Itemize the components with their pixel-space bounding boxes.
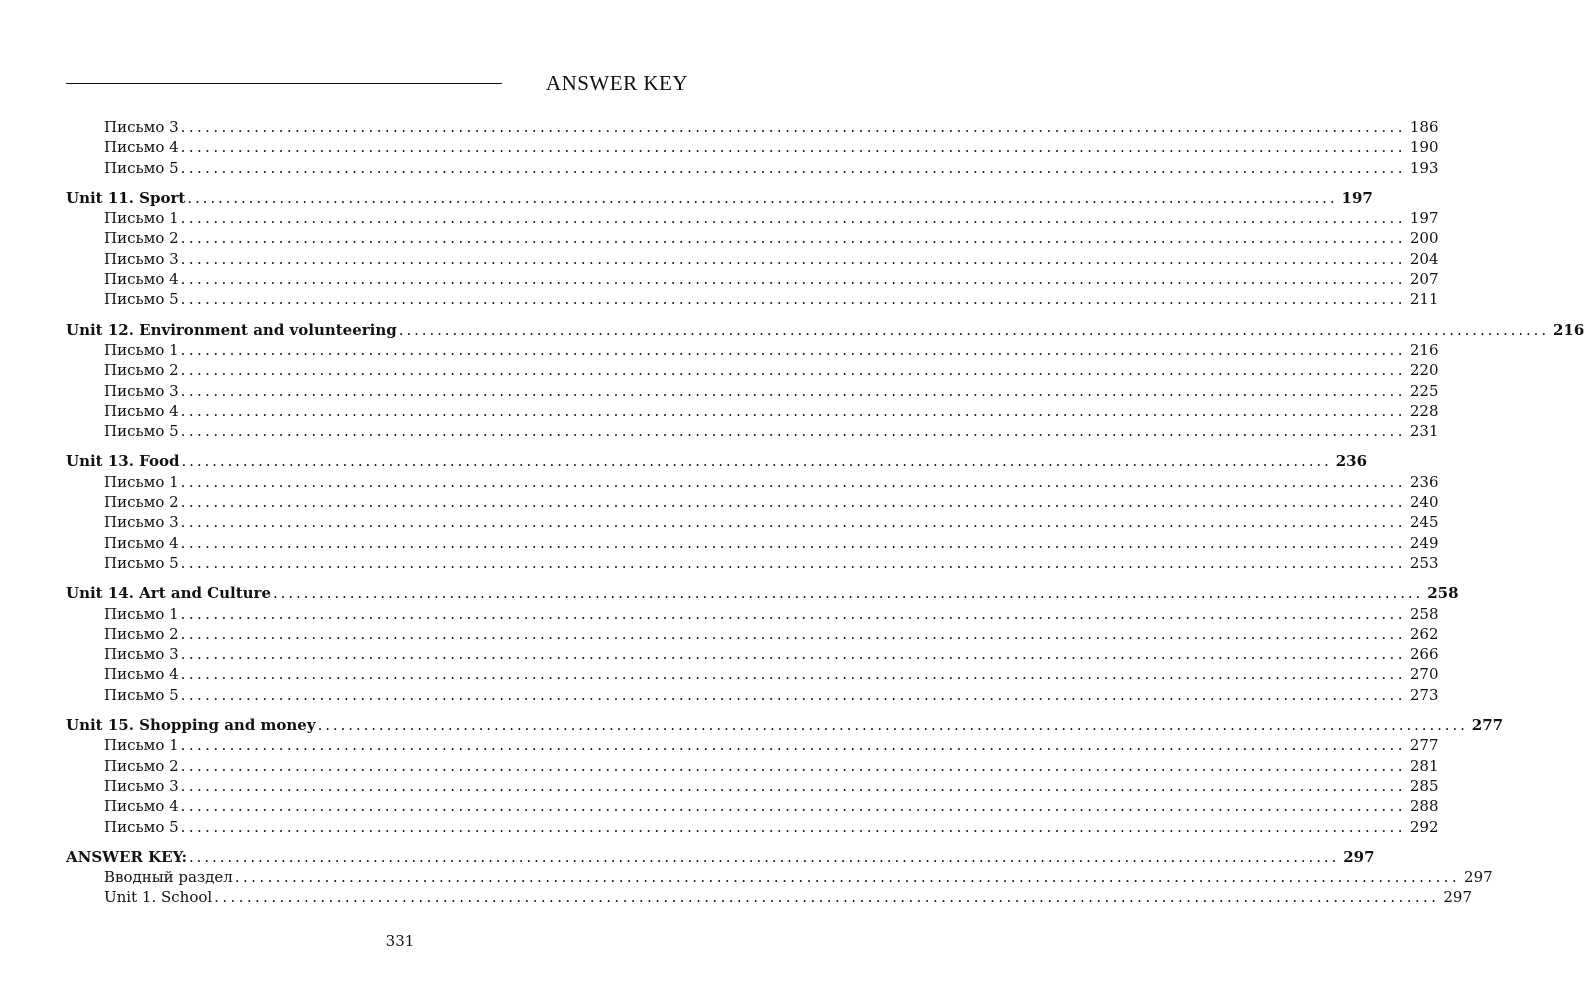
- toc-entry-page: 285: [1409, 776, 1439, 795]
- toc-entry[interactable]: [66, 492, 1439, 512]
- toc-unit-title: Unit 14. Art and Culture: [66, 584, 272, 603]
- toc-unit-title: Unit 11. Sport: [66, 188, 186, 207]
- toc-entry[interactable]: [66, 228, 1439, 248]
- toc-entry-page: 211: [1409, 290, 1439, 309]
- toc-entry[interactable]: [66, 401, 1439, 421]
- dot-leader: ......................................................................................................................................................: [180, 340, 1406, 359]
- dot-leader: ......................................................................................................................................................: [180, 604, 1406, 623]
- toc-entry-title: Письмо 2: [104, 756, 179, 775]
- toc-entry-page: 245: [1409, 513, 1439, 532]
- toc-entry-page: 273: [1409, 685, 1439, 704]
- dot-leader: ......................................................................................................................................................: [181, 452, 1332, 471]
- dot-leader: ......................................................................................................................................................: [180, 270, 1406, 289]
- toc-unit-title: ANSWER KEY:: [66, 847, 188, 866]
- dot-leader: ......................................................................................................................................................: [180, 685, 1406, 704]
- dot-leader: ......................................................................................................................................................: [180, 736, 1406, 755]
- toc-unit-heading[interactable]: [66, 451, 1368, 471]
- dot-leader: ......................................................................................................................................................: [273, 584, 1424, 603]
- dot-leader: ......................................................................................................................................................: [180, 118, 1406, 136]
- toc-entry-title: Письмо 2: [104, 624, 179, 643]
- toc-entry[interactable]: [66, 533, 1439, 553]
- toc-entry-page: 277: [1409, 736, 1439, 755]
- toc-entry[interactable]: [66, 887, 1473, 907]
- toc-unit-heading[interactable]: [66, 188, 1373, 208]
- toc-entry-title: Письмо 5: [104, 553, 179, 572]
- toc-entry-title: Unit 1. School: [104, 888, 213, 907]
- dot-leader: ......................................................................................................................................................: [234, 868, 1461, 887]
- toc-entry-page: 225: [1409, 381, 1439, 400]
- dot-leader: ......................................................................................................................................................: [180, 290, 1406, 309]
- dot-leader: ......................................................................................................................................................: [180, 797, 1406, 816]
- toc-entry-page: 220: [1409, 361, 1439, 380]
- toc-entry-page: 249: [1409, 533, 1439, 552]
- dot-leader: ......................................................................................................................................................: [180, 361, 1406, 380]
- toc-unit-heading[interactable]: [66, 583, 1459, 603]
- toc-entry-page: 231: [1409, 422, 1439, 441]
- toc-entry[interactable]: [66, 553, 1439, 573]
- toc-entry-title: Письмо 5: [104, 158, 179, 177]
- toc-entry[interactable]: [66, 664, 1439, 684]
- toc-unit-heading[interactable]: [66, 320, 1584, 340]
- running-header: [66, 68, 688, 96]
- toc-unit-page: 236: [1335, 452, 1368, 471]
- dot-leader: ......................................................................................................................................................: [180, 553, 1406, 572]
- dot-leader: ......................................................................................................................................................: [180, 645, 1406, 664]
- toc-entry-title: Письмо 4: [104, 270, 179, 289]
- dot-leader: ......................................................................................................................................................: [187, 188, 1338, 207]
- dot-leader: ......................................................................................................................................................: [180, 381, 1406, 400]
- toc-entry-title: Письмо 3: [104, 118, 179, 136]
- toc-entry-page: 253: [1409, 553, 1439, 572]
- toc-entry-title: Письмо 2: [104, 493, 179, 512]
- toc-entry[interactable]: [66, 817, 1439, 837]
- toc-entry-title: Письмо 3: [104, 381, 179, 400]
- toc-entry[interactable]: [66, 158, 1439, 178]
- toc-entry[interactable]: [66, 137, 1439, 157]
- toc-entry-title: Письмо 5: [104, 422, 179, 441]
- toc-entry-page: 186: [1409, 118, 1439, 136]
- toc-entry[interactable]: [66, 867, 1493, 887]
- toc-entry-title: Письмо 1: [104, 209, 179, 228]
- toc-unit-page: 216: [1553, 320, 1584, 339]
- toc-entry[interactable]: [66, 360, 1439, 380]
- toc-unit-title: Unit 15. Shopping and money: [66, 716, 316, 735]
- toc-entry-page: 190: [1409, 138, 1439, 157]
- dot-leader: ......................................................................................................................................................: [180, 493, 1406, 512]
- dot-leader: ......................................................................................................................................................: [180, 401, 1406, 420]
- toc-entry-title: Письмо 1: [104, 736, 179, 755]
- toc-entry[interactable]: [66, 756, 1439, 776]
- dot-leader: ......................................................................................................................................................: [180, 209, 1406, 228]
- toc-entry-title: Письмо 3: [104, 249, 179, 268]
- toc-entry-page: 200: [1409, 229, 1439, 248]
- toc-unit-heading[interactable]: [66, 847, 1375, 867]
- toc-entry-title: Письмо 2: [104, 361, 179, 380]
- toc-unit-page: 277: [1471, 716, 1504, 735]
- toc-entry[interactable]: [66, 472, 1439, 492]
- toc-section: [66, 117, 1439, 178]
- toc-entry-title: Письмо 4: [104, 797, 179, 816]
- toc-entry-page: 240: [1409, 493, 1439, 512]
- toc-entry-page: 207: [1409, 270, 1439, 289]
- toc-entry-title: Письмо 1: [104, 604, 179, 623]
- toc-entry[interactable]: [66, 381, 1439, 401]
- toc-entry-title: Письмо 4: [104, 533, 179, 552]
- table-of-contents: [66, 117, 1584, 918]
- toc-entry-page: 258: [1409, 604, 1439, 623]
- toc-entry-title: Письмо 1: [104, 340, 179, 359]
- toc-entry-title: Письмо 4: [104, 138, 179, 157]
- header-rule: [66, 83, 502, 84]
- toc-entry[interactable]: [66, 685, 1439, 705]
- toc-section: [66, 715, 1504, 837]
- dot-leader: ......................................................................................................................................................: [180, 533, 1406, 552]
- toc-entry-page: 216: [1409, 340, 1439, 359]
- toc-entry-title: Письмо 3: [104, 776, 179, 795]
- toc-entry-title: Письмо 5: [104, 290, 179, 309]
- toc-entry[interactable]: [66, 604, 1439, 624]
- toc-entry-page: 297: [1443, 888, 1473, 907]
- dot-leader: ......................................................................................................................................................: [180, 817, 1406, 836]
- toc-entry[interactable]: [66, 421, 1439, 441]
- dot-leader: ......................................................................................................................................................: [180, 472, 1406, 491]
- toc-entry-page: 292: [1409, 817, 1439, 836]
- toc-entry-page: 204: [1409, 249, 1439, 268]
- toc-entry[interactable]: [66, 289, 1439, 309]
- toc-unit-title: Unit 13. Food: [66, 452, 180, 471]
- toc-entry-page: 236: [1409, 472, 1439, 491]
- toc-entry-page: 262: [1409, 624, 1439, 643]
- toc-section: [66, 188, 1439, 310]
- toc-entry-title: Письмо 4: [104, 665, 179, 684]
- dot-leader: ......................................................................................................................................................: [180, 776, 1406, 795]
- toc-unit-page: 197: [1341, 188, 1373, 207]
- dot-leader: ......................................................................................................................................................: [180, 513, 1406, 532]
- toc-unit-title: Unit 12. Environment and volunteering: [66, 320, 397, 339]
- toc-entry-page: 297: [1464, 868, 1493, 887]
- toc-section: [66, 451, 1439, 573]
- toc-unit-page: 258: [1427, 584, 1459, 603]
- dot-leader: ......................................................................................................................................................: [317, 716, 1468, 735]
- dot-leader: ......................................................................................................................................................: [180, 138, 1406, 157]
- toc-entry[interactable]: [66, 117, 1439, 137]
- toc-entry[interactable]: [66, 269, 1439, 289]
- dot-leader: ......................................................................................................................................................: [180, 624, 1406, 643]
- toc-entry-page: 228: [1409, 401, 1439, 420]
- toc-entry-page: 266: [1409, 645, 1439, 664]
- toc-section: [66, 583, 1459, 705]
- dot-leader: ......................................................................................................................................................: [189, 847, 1340, 866]
- dot-leader: ......................................................................................................................................................: [180, 249, 1406, 268]
- dot-leader: ......................................................................................................................................................: [398, 320, 1549, 339]
- toc-entry-page: 281: [1409, 756, 1439, 775]
- toc-unit-page: 297: [1343, 847, 1375, 866]
- toc-entry[interactable]: [66, 644, 1439, 664]
- header-title: ANSWER KEY: [545, 71, 688, 95]
- toc-entry[interactable]: [66, 624, 1439, 644]
- toc-entry-page: 288: [1409, 797, 1439, 816]
- toc-entry[interactable]: [66, 208, 1439, 228]
- toc-entry-title: Письмо 3: [104, 513, 179, 532]
- toc-section: [66, 320, 1584, 442]
- toc-entry[interactable]: [66, 735, 1439, 755]
- toc-unit-heading[interactable]: [66, 715, 1504, 735]
- dot-leader: ......................................................................................................................................................: [180, 422, 1406, 441]
- page-number: 331: [385, 932, 415, 950]
- toc-entry[interactable]: [66, 776, 1439, 796]
- toc-entry-title: Письмо 2: [104, 229, 179, 248]
- dot-leader: ......................................................................................................................................................: [180, 229, 1406, 248]
- toc-entry[interactable]: [66, 512, 1439, 532]
- toc-entry-page: 193: [1409, 158, 1439, 177]
- toc-entry-title: Вводный раздел: [104, 868, 233, 887]
- dot-leader: ......................................................................................................................................................: [180, 158, 1406, 177]
- dot-leader: ......................................................................................................................................................: [180, 665, 1406, 684]
- toc-entry-title: Письмо 5: [104, 685, 179, 704]
- toc-entry[interactable]: [66, 796, 1439, 816]
- toc-entry[interactable]: [66, 340, 1439, 360]
- toc-entry-page: 270: [1409, 665, 1439, 684]
- toc-entry-page: 197: [1409, 209, 1439, 228]
- toc-entry-title: Письмо 5: [104, 817, 179, 836]
- toc-entry-title: Письмо 1: [104, 472, 179, 491]
- toc-entry-title: Письмо 4: [104, 401, 179, 420]
- toc-entry[interactable]: [66, 249, 1439, 269]
- dot-leader: ......................................................................................................................................................: [180, 756, 1406, 775]
- dot-leader: ......................................................................................................................................................: [214, 888, 1440, 907]
- toc-entry-title: Письмо 3: [104, 645, 179, 664]
- toc-section: [66, 847, 1493, 908]
